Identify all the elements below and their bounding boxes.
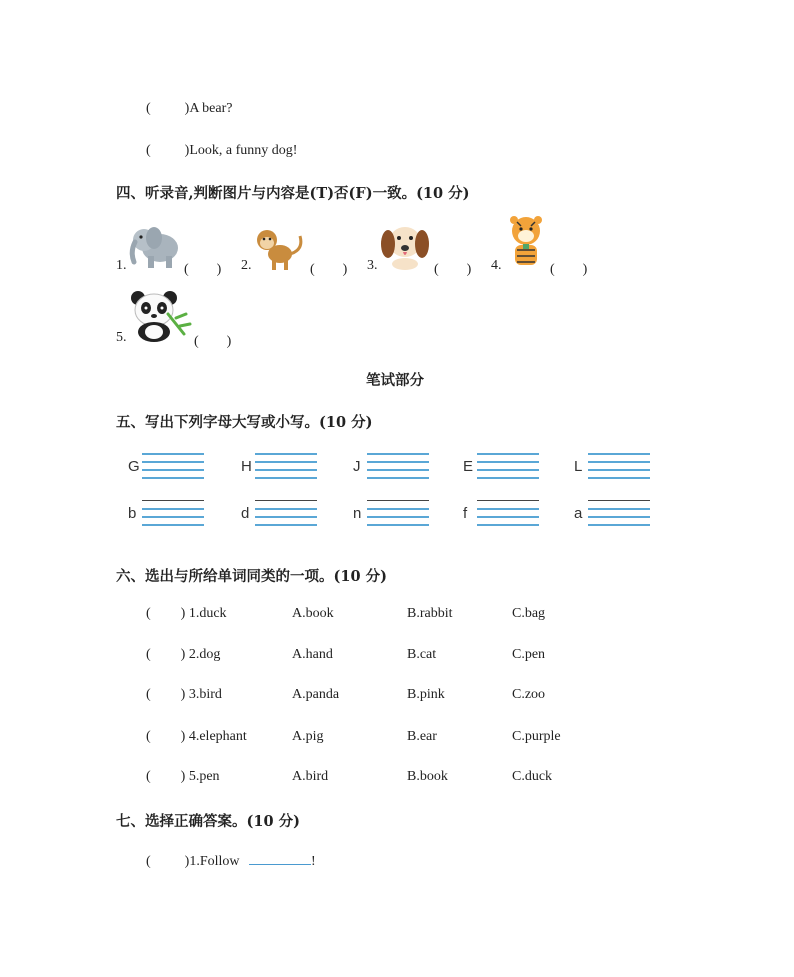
panda-icon xyxy=(124,288,192,344)
option-c: C.purple xyxy=(512,729,561,744)
question-word: ( ) 4.elephant xyxy=(146,729,247,744)
option-a: A.panda xyxy=(292,687,340,702)
option-c: C.bag xyxy=(512,606,546,621)
option-c: C.pen xyxy=(512,647,546,662)
section4-title: 四、听录音,判断图片与内容是(T)否(F)一致。(10 分) xyxy=(116,185,470,202)
writing-lines[interactable] xyxy=(588,453,650,479)
listening-item-dog: ( )Look, a funny dog! xyxy=(146,143,298,158)
letter-J: J xyxy=(353,458,361,475)
letter-E: E xyxy=(463,458,474,475)
answer-3[interactable]: ( ) xyxy=(434,262,472,277)
letter-d: d xyxy=(241,505,250,522)
option-a: A.hand xyxy=(292,647,333,662)
section7-question-1: ( )1.Follow ! xyxy=(146,854,316,869)
written-part-title: 笔试部分 xyxy=(366,372,424,389)
question-word: ( ) 1.duck xyxy=(146,606,227,621)
dog-icon xyxy=(376,218,434,272)
answer-1[interactable]: ( ) xyxy=(184,262,222,277)
option-b: B.book xyxy=(407,769,448,784)
item-number-1: 1. xyxy=(116,258,127,273)
option-c: C.zoo xyxy=(512,687,546,702)
letter-H: H xyxy=(241,458,252,475)
letter-f: f xyxy=(463,505,468,522)
option-b: B.cat xyxy=(407,647,437,662)
question-word: ( ) 3.bird xyxy=(146,687,222,702)
letter-b: b xyxy=(128,505,137,522)
section7-title: 七、选择正确答案。(10 分) xyxy=(116,813,300,830)
question-word: ( ) 2.dog xyxy=(146,647,221,662)
option-c: C.duck xyxy=(512,769,553,784)
letter-G: G xyxy=(128,458,140,475)
option-b: B.ear xyxy=(407,729,437,744)
writing-lines[interactable] xyxy=(367,453,429,479)
answer-blank[interactable] xyxy=(249,852,311,865)
question-word: ( ) 5.pen xyxy=(146,769,220,784)
item-number-3: 3. xyxy=(367,258,378,273)
writing-lines[interactable] xyxy=(255,500,317,526)
writing-lines[interactable] xyxy=(367,500,429,526)
writing-lines[interactable] xyxy=(477,453,539,479)
option-a: A.pig xyxy=(292,729,324,744)
section5-title: 五、写出下列字母大写或小写。(10 分) xyxy=(116,414,373,431)
writing-lines[interactable] xyxy=(477,500,539,526)
monkey-icon xyxy=(250,226,308,272)
letter-n: n xyxy=(353,505,362,522)
answer-2[interactable]: ( ) xyxy=(310,262,348,277)
option-b: B.pink xyxy=(407,687,445,702)
answer-4[interactable]: ( ) xyxy=(550,262,588,277)
tiger-icon xyxy=(503,214,549,272)
section6-title: 六、选出与所给单词同类的一项。(10 分) xyxy=(116,568,387,585)
option-b: B.rabbit xyxy=(407,606,453,621)
letter-L: L xyxy=(574,458,583,475)
writing-lines[interactable] xyxy=(255,453,317,479)
letter-a: a xyxy=(574,505,583,522)
item-number-4: 4. xyxy=(491,258,502,273)
listening-item-bear: ( )A bear? xyxy=(146,101,233,116)
writing-lines[interactable] xyxy=(588,500,650,526)
item-number-2: 2. xyxy=(241,258,252,273)
elephant-icon xyxy=(126,222,184,270)
writing-lines[interactable] xyxy=(142,453,204,479)
item-number-5: 5. xyxy=(116,330,127,345)
option-a: A.bird xyxy=(292,769,329,784)
option-a: A.book xyxy=(292,606,334,621)
answer-5[interactable]: ( ) xyxy=(194,334,232,349)
writing-lines[interactable] xyxy=(142,500,204,526)
